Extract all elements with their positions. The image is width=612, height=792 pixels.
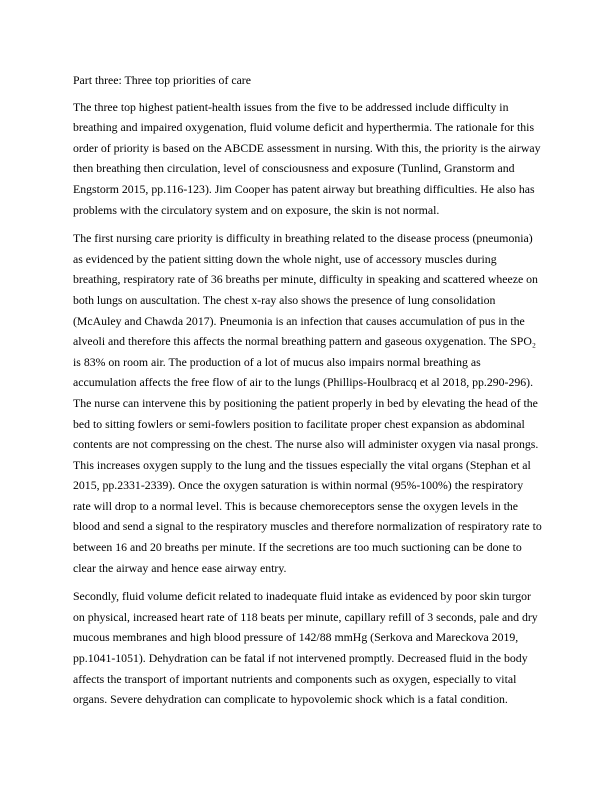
paragraph-breathing-priority: The first nursing care priority is difficulty in breathing related to the disease process (pneumonia) as evidenced by the patient sitting down the whole night, use of accessory muscles during breathing, respiratory rate of 36 breaths per minute, difficulty in speaking and scattered wheeze on both lungs on auscultation. The chest x-ray also shows the presence of lung consolidation (McAuley and Chawda 2017). Pneumonia is an infection that causes accumulation of pus in the alveoli and therefore this affects the normal breathing pattern and gaseous oxygenation. The SPO₂ is 83% on room air. The production of a lot of mucus also impairs normal breathing as accumulation affects the free flow of air to the lungs (Phillips-Houlbracq et al 2018, pp.290-296). The nurse can intervene this by positioning the patient properly in bed by elevating the head of the bed to sitting fowlers or semi-fowlers position to facilitate proper chest expansion as abdominal contents are not compressing on the chest. The nurse also will administer oxygen via nasal prongs. This increases oxygen supply to the lung and the tissues especially the vital organs (Stephan et al 2015, pp.2331-2339). Once the oxygen saturation is within normal (95%-100%) the respiratory rate will drop to a normal level. This is because chemoreceptors sense the oxygen levels in the blood and send a signal to the respiratory muscles and therefore normalization of respiratory rate to between 16 and 20 breaths per minute. If the secretions are too much suctioning can be done to clear the airway and hence ease airway entry. — [73, 231, 542, 575]
document-body — [73, 70, 543, 718]
paragraph-priorities-overview: The three top highest patient-health issues from the five to be addressed include difficulty in breathing and impaired oxygenation, fluid volume deficit and hyperthermia. The rationale for this order of priority is based on the ABCDE assessment in nursing. With this, the priority is the airway then breathing then circulation, level of consciousness and exposure (Tunlind, Granstorm and Engstorm 2015, pp.116-123). Jim Cooper has patent airway but breathing difficulties. He also has problems with the circulatory system and on exposure, the skin is not normal. — [73, 99, 541, 217]
paragraph-fluid-deficit-priority: Secondly, fluid volume deficit related to inadequate fluid intake as evidenced by poor skin turgor on physical, increased heart rate of 118 beats per minute, capillary refill of 3 seconds, pale and dry mucous membranes and high blood pressure of 142/88 mmHg (Serkova and Mareckova 2019, pp.1041-1051). Dehydration can be fatal if not intervened promptly. Decreased fluid in the body affects the transport of important nutrients and components such as oxygen, especially to vital organs. Severe dehydration can complicate to hypovolemic shock which is a fatal condition. — [73, 589, 538, 707]
section-heading: Part three: Three top priorities of care — [73, 73, 251, 87]
